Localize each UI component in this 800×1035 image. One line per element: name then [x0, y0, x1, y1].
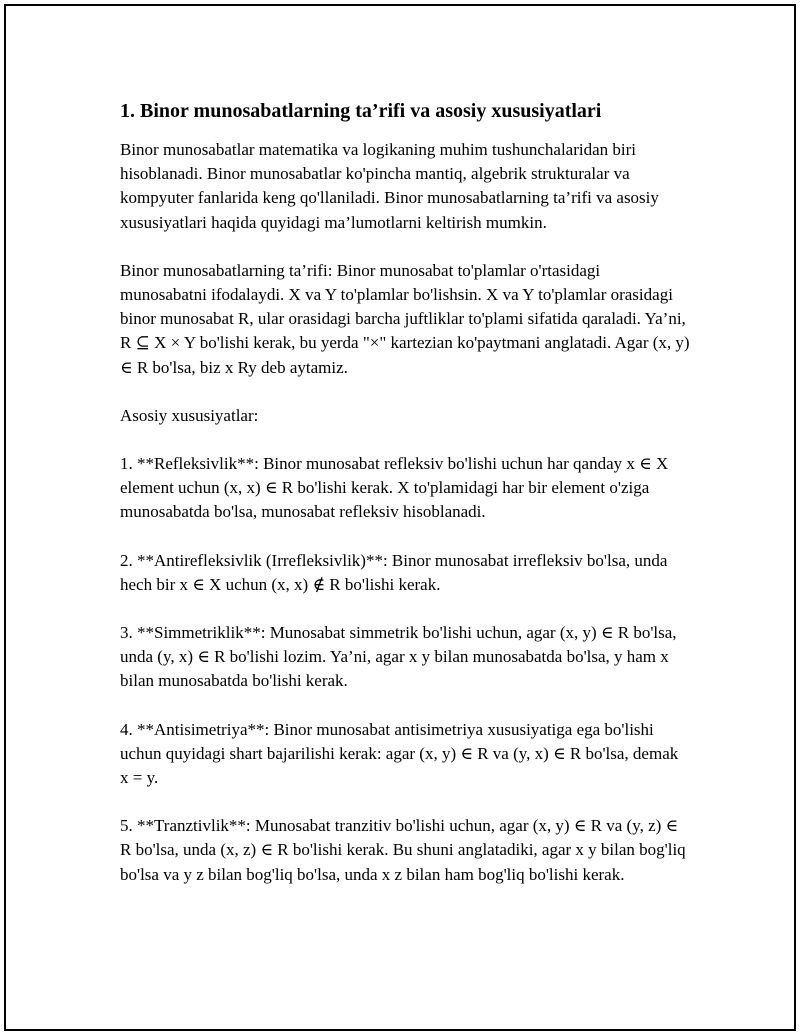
properties-label: Asosiy xususiyatlar: — [120, 405, 259, 425]
property-irreflexivity: 2. **Antirefleksivlik (Irrefleksivlik)**: Binor munosabat irrefleksiv bo'lsa, unda hech bir x ∈ X uchun (x, x) ∉ R bo'lishi kerak. — [120, 550, 668, 594]
definition-paragraph: Binor munosabatlarning ta’rifi: Binor munosabat to'plamlar o'rtasidagi munosabatni ifodalaydi. X va Y to'plamlar bo'lishsin. X va Y to'plamlar orasidagi binor munosabat R, ular orasidagi barcha juftliklar to'plami sifatida qaraladi. Ya’ni, R ⊆ X × Y bo'lishi kerak, bu yerda "×" kartezian ko'paytmani anglatadi. Agar (x, y) ∈ R bo'lsa, biz x Ry deb aytamiz. — [120, 260, 690, 377]
section-heading: 1. Binor munosabatlarning ta’rifi va asosiy xususiyatlari — [120, 100, 602, 122]
property-symmetry: 3. **Simmetriklik**: Munosabat simmetrik bo'lishi uchun, agar (x, y) ∈ R bo'lsa, unda (y, x) ∈ R bo'lishi lozim. Ya’ni, agar x y bilan munosabatda bo'lsa, y ham x bilan munosabatda bo'lishi kerak. — [120, 623, 677, 691]
property-antisymmetry: 4. **Antisimetriya**: Binor munosabat antisimetriya xususiyatiga ega bo'lishi uchun quyidagi shart bajarilishi kerak: agar (x, y) ∈ R va (y, x) ∈ R bo'lsa, demak x = y. — [120, 719, 679, 788]
intro-paragraph: Binor munosabatlar matematika va logikaning muhim tushunchalaridan biri hisoblanadi. Binor munosabatlar ko'pincha mantiq, algebrik strukturalar va kompyuter fanlarida keng qo'llaniladi. Binor munosabatlarning ta’rifi va asosiy xususiyatlari haqida quyidagi ma’lumotlarni keltirish mumkin. — [120, 140, 659, 232]
document-body — [120, 98, 690, 911]
document-page — [4, 4, 796, 1031]
property-transitivity: 5. **Tranztivlik**: Munosabat tranzitiv bo'lishi uchun, agar (x, y) ∈ R va (y, z) ∈ R bo'lsa, unda (x, z) ∈ R bo'lishi kerak. Bu shuni anglatadiki, agar x y bilan bog'liq bo'lsa va y z bilan bog'liq bo'lsa, unda x z bilan ham bog'liq bo'lishi kerak. — [120, 816, 686, 884]
property-reflexivity: 1. **Refleksivlik**: Binor munosabat refleksiv bo'lishi uchun har qanday x ∈ X element uchun (x, x) ∈ R bo'lishi kerak. X to'plamidagi har bir element o'ziga munosabatda bo'lsa, munosabat refleksiv hisoblanadi. — [120, 454, 669, 522]
